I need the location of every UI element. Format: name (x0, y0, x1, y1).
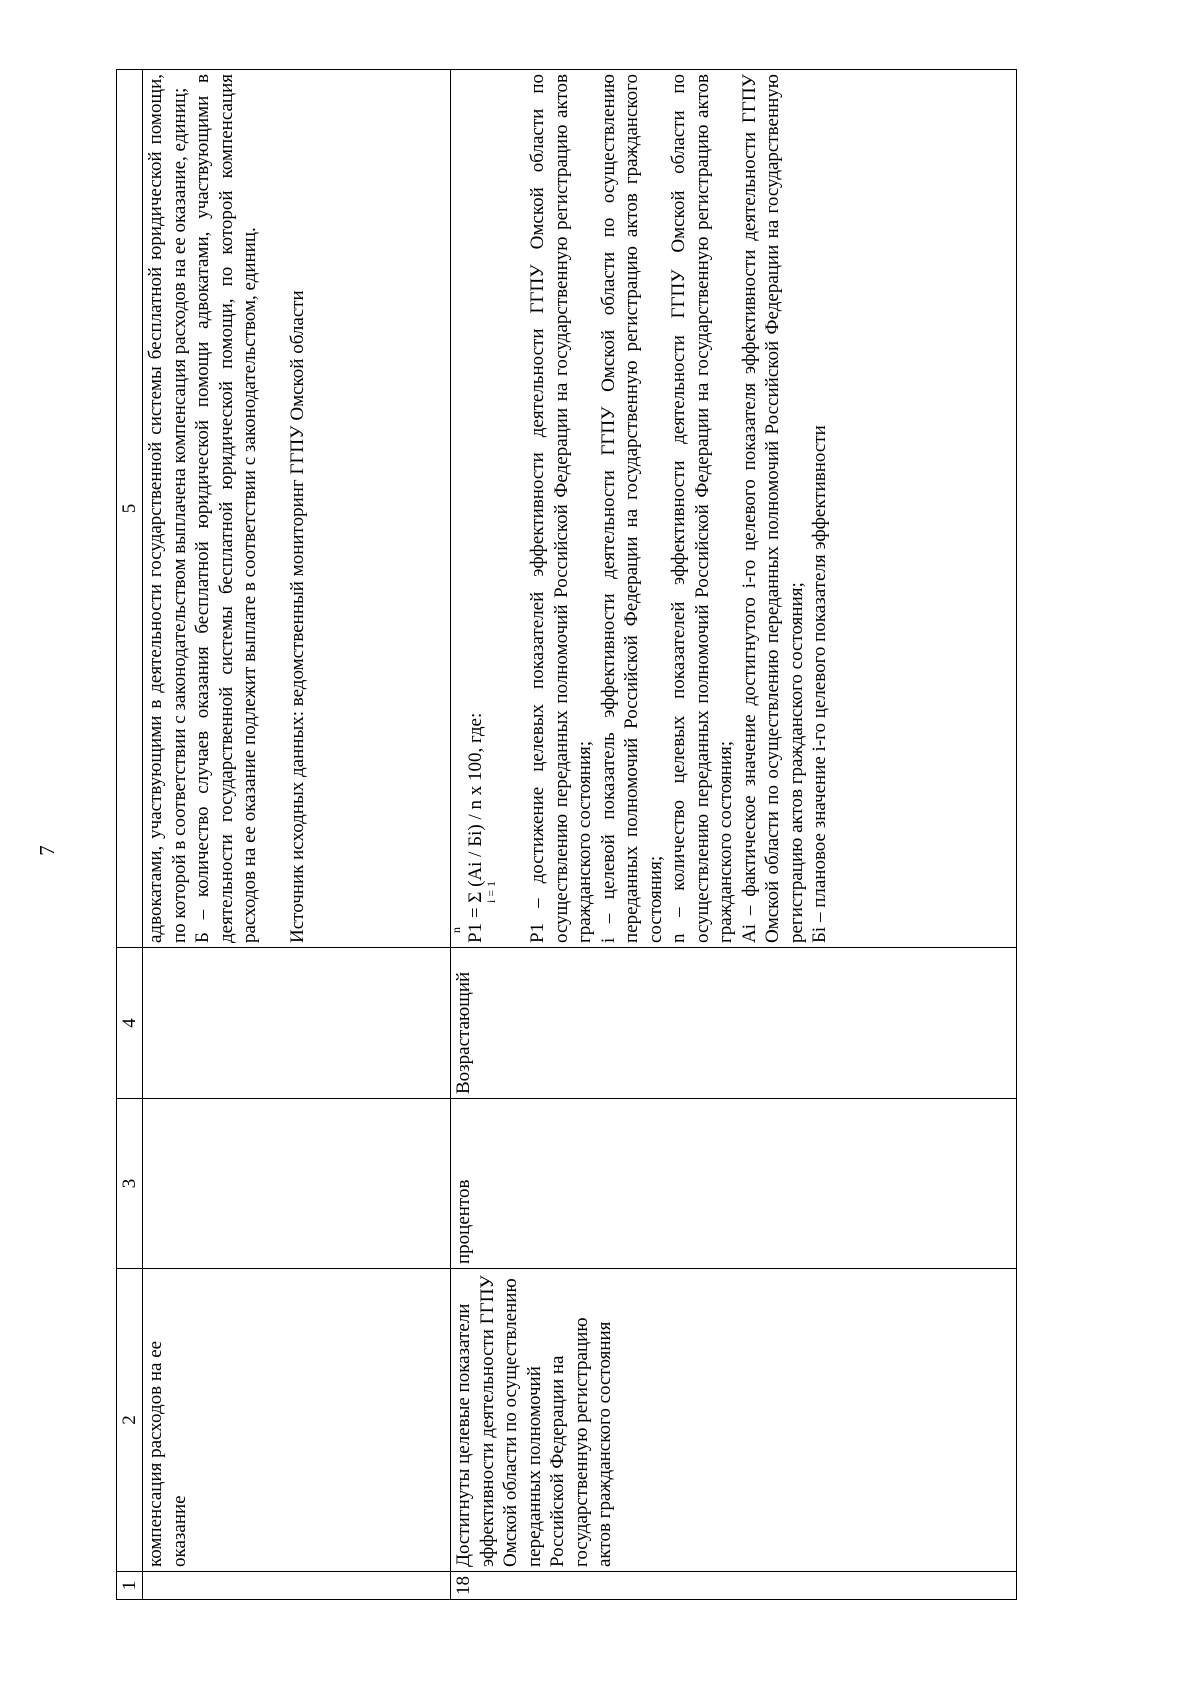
methodology-paragraph: Ai – фактическое значение достигнутого i-го целевого показателя эффективности деятельности ГГПУ Омской области по осуществлению переданных полномочий Российской Федерации на государственную регистрацию актов гражданского состояния; (738, 74, 807, 943)
header-cell-2: 2 (117, 1269, 143, 1572)
row-number-cell (143, 1572, 451, 1600)
methodology-paragraph: n – количество целевых показателей эффективности деятельности ГГПУ Омской области по осуществлению переданных полномочий Российской Федерации на государственную регистрацию актов гражданского состояния; (668, 74, 736, 943)
header-row (117, 70, 143, 1600)
indicators-table (116, 69, 1017, 1600)
methodology-paragraph: Б – количество случаев оказания бесплатной юридической помощи адвокатами, участвующими в деятельности государственной системы бесплатной юридической помощи, по которой компенсация расходов на ее оказание подлежит выплате в соответствии с законодательством, единиц. (192, 74, 260, 943)
methodology-cell (143, 70, 451, 948)
indicator-name-cell: Достигнуты целевые показатели эффективности деятельности ГГПУ Омской области по осуществлению переданных полномочий Российской Федерации на государственную регистрацию актов гражданского состояния (451, 1269, 1017, 1572)
formula-upper-limit: n (449, 927, 463, 933)
row-number-cell: 18 (451, 1572, 1017, 1600)
header-cell-4: 4 (117, 948, 143, 1099)
table-container (116, 70, 1076, 1600)
page-number: 7 (34, 845, 59, 856)
formula (449, 74, 502, 943)
header-cell-1: 1 (117, 1572, 143, 1600)
trend-cell (143, 948, 451, 1099)
indicator-name-cell: компенсация расходов на ее оказание (143, 1269, 451, 1572)
header-cell-5: 5 (117, 70, 143, 948)
unit-cell (143, 1099, 451, 1269)
methodology-paragraph: адвокатами, участвующими в деятельности государственной системы бесплатной юридической помощи, по которой в соответствии с законодательством выплачена компенсация расходов на ее оказание, единиц; (145, 74, 190, 943)
table-row-18 (451, 70, 1017, 1600)
methodology-paragraph: P1 – достижение целевых показателей эффективности деятельности ГГПУ Омской области по осуществлению переданных полномочий Российской Федерации на государственную регистрацию актов гражданского состояния; (527, 74, 595, 943)
methodology-paragraph: Бi – плановое значение i-го целевого показателя эффективности (809, 425, 830, 943)
trend-cell: Возрастающий (451, 948, 1017, 1099)
data-source-text: Источник исходных данных: ведомственный мониторинг ГГПУ Омской области (286, 290, 308, 943)
header-cell-3: 3 (117, 1099, 143, 1269)
table-row-continuation (143, 70, 451, 1600)
methodology-paragraph: i – целевой показатель эффективности деятельности ГГПУ Омской области по осуществлению переданных полномочий Российской Федерации на государственную регистрацию актов гражданского состояния; (597, 74, 666, 943)
formula-lower-limit: i = 1 (484, 880, 498, 903)
unit-cell: процентов (451, 1099, 1017, 1269)
formula-expression: P1 = Σ (Ai / Бi) / n x 100, где: (465, 712, 486, 943)
methodology-cell (451, 70, 1017, 948)
